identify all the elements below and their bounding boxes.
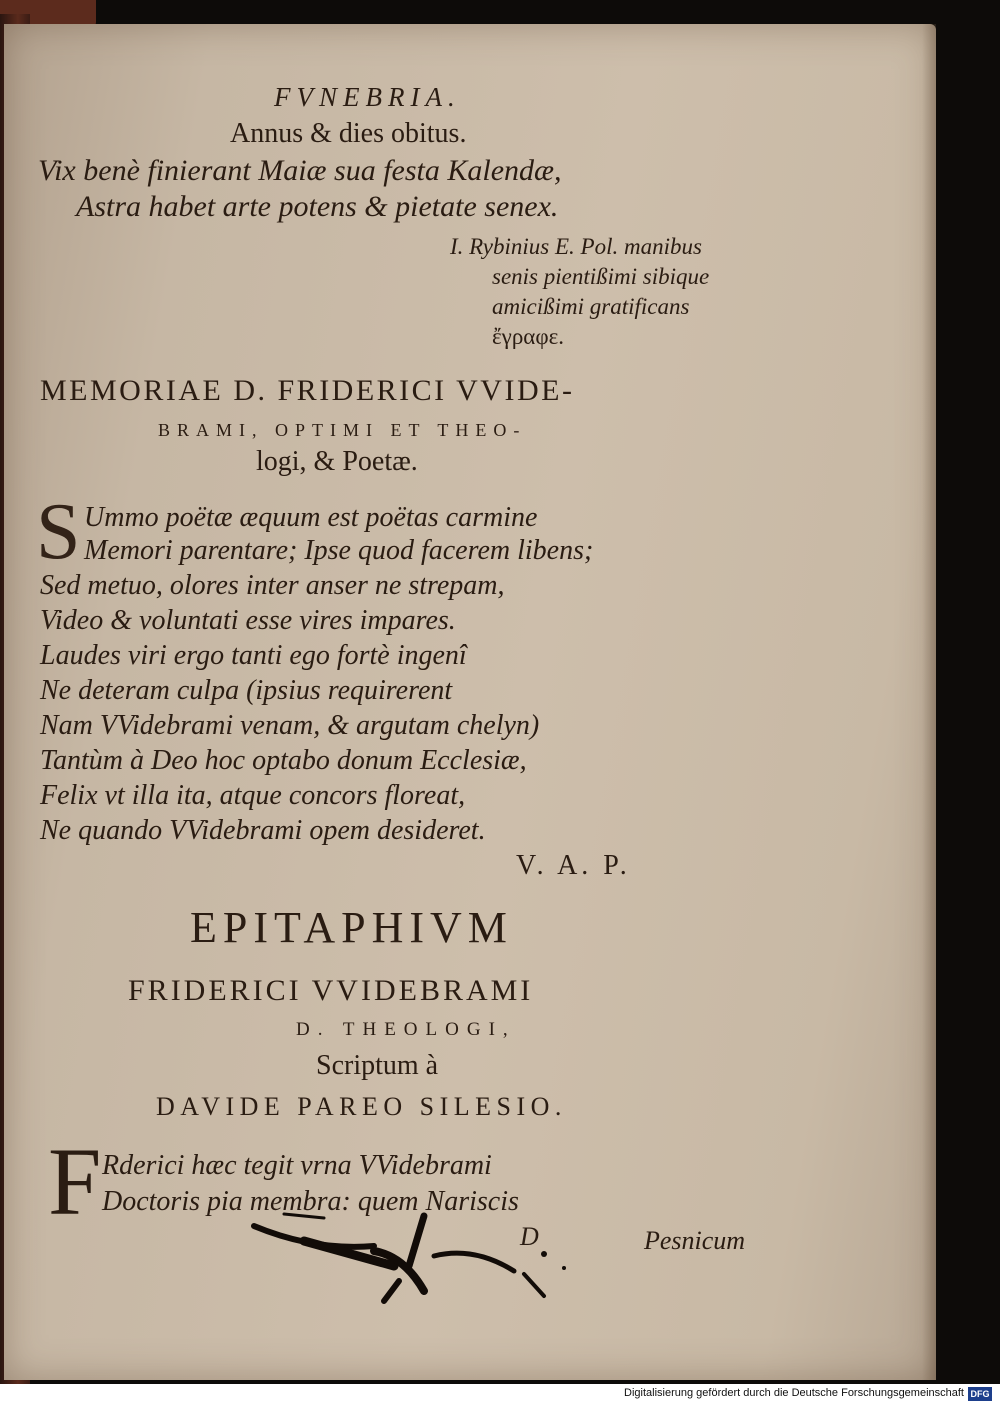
poem-line: Laudes viri ergo tanti ego fortè ingenî — [40, 640, 467, 671]
poem-line: Ummo poëtæ æquum est poëtas carmine — [84, 502, 538, 533]
memoriae-title-line: MEMORIAE D. FRIDERICI VVIDE- — [40, 374, 575, 407]
dedication-line: I. Rybinius E. Pol. manibus — [450, 234, 702, 259]
memoriae-title-line: BRAMI, OPTIMI ET THEO- — [158, 420, 527, 440]
memoriae-title-line: logi, & Poetæ. — [256, 446, 418, 477]
dedication-line: amicißimi gratificans — [492, 294, 690, 319]
ink-blot — [224, 1196, 584, 1306]
epitaph-drop-cap: F — [48, 1128, 102, 1235]
epitaph-scriptum: Scriptum à — [316, 1050, 439, 1081]
epitaph-fragment: Pesnicum — [644, 1226, 746, 1255]
epitaph-author: DAVIDE PAREO SILESIO. — [156, 1092, 567, 1121]
footer-credit: Digitalisierung gefördert durch die Deutsche Forschungsgemeinschaft — [624, 1387, 964, 1399]
footer-bar — [0, 1384, 1000, 1404]
poem-line: Video & voluntati esse vires impares. — [40, 605, 456, 636]
poem-line: Felix vt illa ita, atque concors floreat, — [40, 780, 466, 811]
poem-line: Tantùm à Deo hoc optabo donum Ecclesiæ, — [40, 745, 527, 776]
dfg-logo: DFG — [968, 1387, 992, 1401]
memoriae-drop-cap: S — [36, 488, 81, 576]
poem-line: Ne deteram culpa (ipsius requirerent — [40, 675, 453, 706]
funebria-verse-line: Vix benè finierant Maiæ sua festa Kalendæ, — [38, 154, 562, 187]
funebria-subheading: Annus & dies obitus. — [230, 118, 467, 149]
epitaph-name: FRIDERICI VVIDEBRAMI — [128, 974, 534, 1007]
funebria-heading: FVNEBRIA. — [274, 82, 461, 112]
poem-line: Sed metuo, olores inter anser ne strepam, — [40, 570, 505, 601]
epitaph-degree: D. THEOLOGI, — [296, 1019, 516, 1040]
poem-line: Nam VVidebrami venam, & argutam chelyn) — [40, 710, 540, 741]
poem-signature: V. A. P. — [516, 850, 631, 881]
epitaph-fragment: D — [520, 1222, 539, 1251]
epitaph-line: Rderici hæc tegit vrna VVidebrami — [102, 1150, 492, 1181]
epitaph-title: EPITAPHIVM — [190, 903, 513, 952]
book-page — [4, 24, 936, 1380]
dedication-greek: ἔγραφε. — [492, 324, 565, 349]
poem-line: Memori parentare; Ipse quod facerem libens; — [84, 535, 594, 566]
epitaph-line: Doctoris pia membra: quem Nariscis — [102, 1186, 519, 1217]
dedication-line: senis pientißimi sibique — [492, 264, 710, 289]
funebria-verse-line: Astra habet arte potens & pietate senex. — [76, 190, 559, 223]
poem-line: Ne quando VVidebrami opem desideret. — [40, 815, 486, 846]
